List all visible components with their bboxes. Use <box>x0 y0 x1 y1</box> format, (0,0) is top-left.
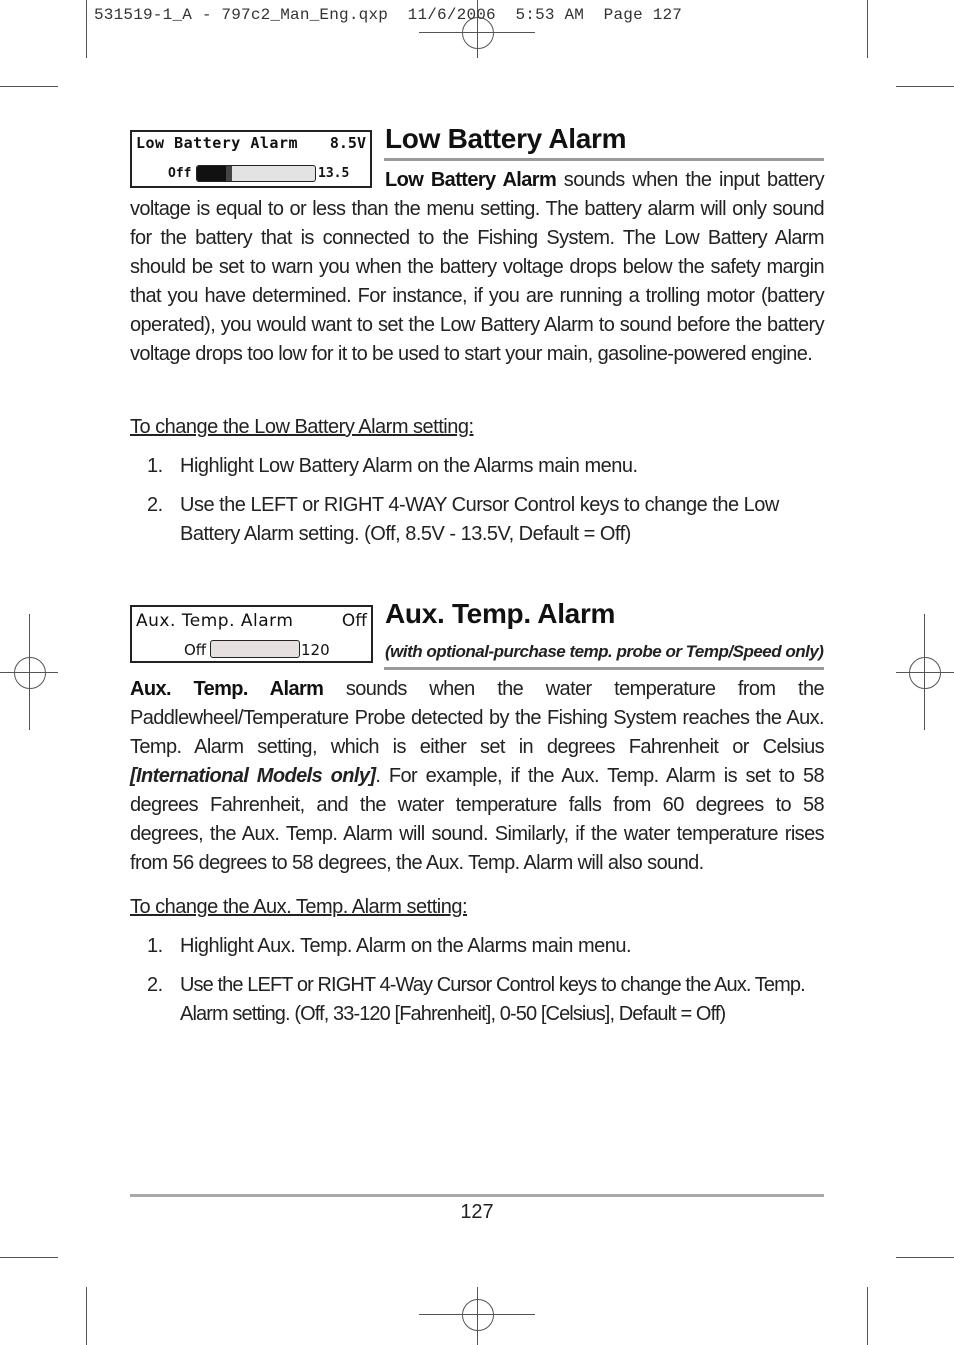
aux-temp-title: Aux. Temp. Alarm <box>385 598 616 629</box>
crop-mark <box>0 86 58 87</box>
step-number: 1. <box>147 935 163 957</box>
page-number: 127 <box>460 1201 494 1223</box>
registration-mark <box>29 614 30 730</box>
low-battery-step <box>147 491 847 549</box>
footer-rule <box>130 1194 824 1197</box>
crop-mark <box>896 86 954 87</box>
step-text: Battery Alarm setting. (Off, 8.5V - 13.5V, Default = Off) <box>180 523 631 545</box>
low-battery-howto: To change the Low Battery Alarm setting: <box>130 416 474 438</box>
step-number: 2. <box>147 974 163 996</box>
crop-mark <box>867 1287 868 1345</box>
aux-temp-step <box>147 932 847 961</box>
slider-min-label: Off <box>184 641 207 659</box>
low-battery-step <box>147 452 847 481</box>
aux-temp-emphasis: [International Models only] <box>130 765 376 787</box>
aux-temp-howto: To change the Aux. Temp. Alarm setting: <box>130 896 468 918</box>
step-text: Alarm setting. (Off, 33-120 [Fahrenheit], 0-50 [Celsius], Default = Off) <box>180 1003 726 1025</box>
aux-temp-subtitle: (with optional-purchase temp. probe or Temp/Speed only) <box>385 642 824 661</box>
step-number: 2. <box>147 494 163 516</box>
aux-temp-step <box>147 971 847 1029</box>
aux-temp-menu-image <box>130 605 373 663</box>
registration-mark <box>896 672 954 673</box>
registration-mark <box>909 657 941 689</box>
slider-min-label: Off <box>168 166 192 181</box>
aux-temp-text: sounds when the water temperature from the Paddlewheel/Temperature Probe detected by the Fishing System reaches the Aux. Temp. Alarm setting, which is either set in degrees Fahrenheit or Celsius <box>130 678 825 758</box>
aux-temp-text: . For example, if the Aux. Temp. Alarm is set to 58 degrees Fahrenheit, and the water temperature falls from 60 degrees to 58 degrees, the Aux. Temp. Alarm will sound. Similarly, if the water temperature rises from 56 degrees to 58 degrees, the Aux. Temp. Alarm will also sound. <box>130 765 824 874</box>
menu-title: Low Battery Alarm <box>136 134 299 152</box>
aux-temp-slider <box>210 640 300 658</box>
section-rule <box>384 158 824 161</box>
image-wrap-space <box>130 166 385 195</box>
low-battery-text: sounds when the input battery voltage is equal to or less than the menu setting. The battery alarm will only sound for the battery that is connected to the Fishing System. The Low Battery Alarm should be set to warn you when the battery voltage drops below the safety margin that you have determined. For instance, if you are running a trolling motor (battery operated), you would want to set the Low Battery Alarm to sound before the battery voltage drops too low for it to be used to start your main, gasoline-powered engine. <box>130 169 824 365</box>
low-battery-title: Low Battery Alarm <box>385 123 627 154</box>
low-battery-lead: Low Battery Alarm <box>385 169 557 191</box>
menu-title: Aux. Temp. Alarm <box>136 611 294 631</box>
registration-mark <box>462 1299 494 1331</box>
crop-mark <box>86 1287 87 1345</box>
aux-temp-lead: Aux. Temp. Alarm <box>130 678 324 700</box>
step-text: Highlight Aux. Temp. Alarm on the Alarms main menu. <box>180 935 632 957</box>
menu-value: 8.5V <box>329 134 366 152</box>
low-battery-body <box>130 166 824 369</box>
aux-temp-body <box>130 675 824 878</box>
step-text: Use the LEFT or RIGHT 4-WAY Cursor Control keys to change the Low <box>180 494 779 516</box>
print-header: 531519-1_A - 797c2_Man_Eng.qxp 11/6/2006 5:53 AM Page 127 <box>94 6 683 24</box>
registration-mark <box>14 657 46 689</box>
slider-max-label: 13.5 <box>318 166 350 181</box>
section-rule <box>384 667 824 670</box>
crop-mark <box>896 1257 954 1258</box>
registration-mark <box>477 1287 478 1345</box>
step-text: Highlight Low Battery Alarm on the Alarms main menu. <box>180 455 638 477</box>
crop-mark <box>867 0 868 58</box>
step-text: Use the LEFT or RIGHT 4-Way Cursor Control keys to change the Aux. Temp. <box>180 974 805 996</box>
slider-max-label: 120 <box>301 641 330 659</box>
registration-mark <box>924 614 925 730</box>
crop-mark <box>86 0 87 58</box>
menu-value: Off <box>341 611 367 631</box>
step-number: 1. <box>147 455 163 477</box>
crop-mark <box>0 1257 58 1258</box>
